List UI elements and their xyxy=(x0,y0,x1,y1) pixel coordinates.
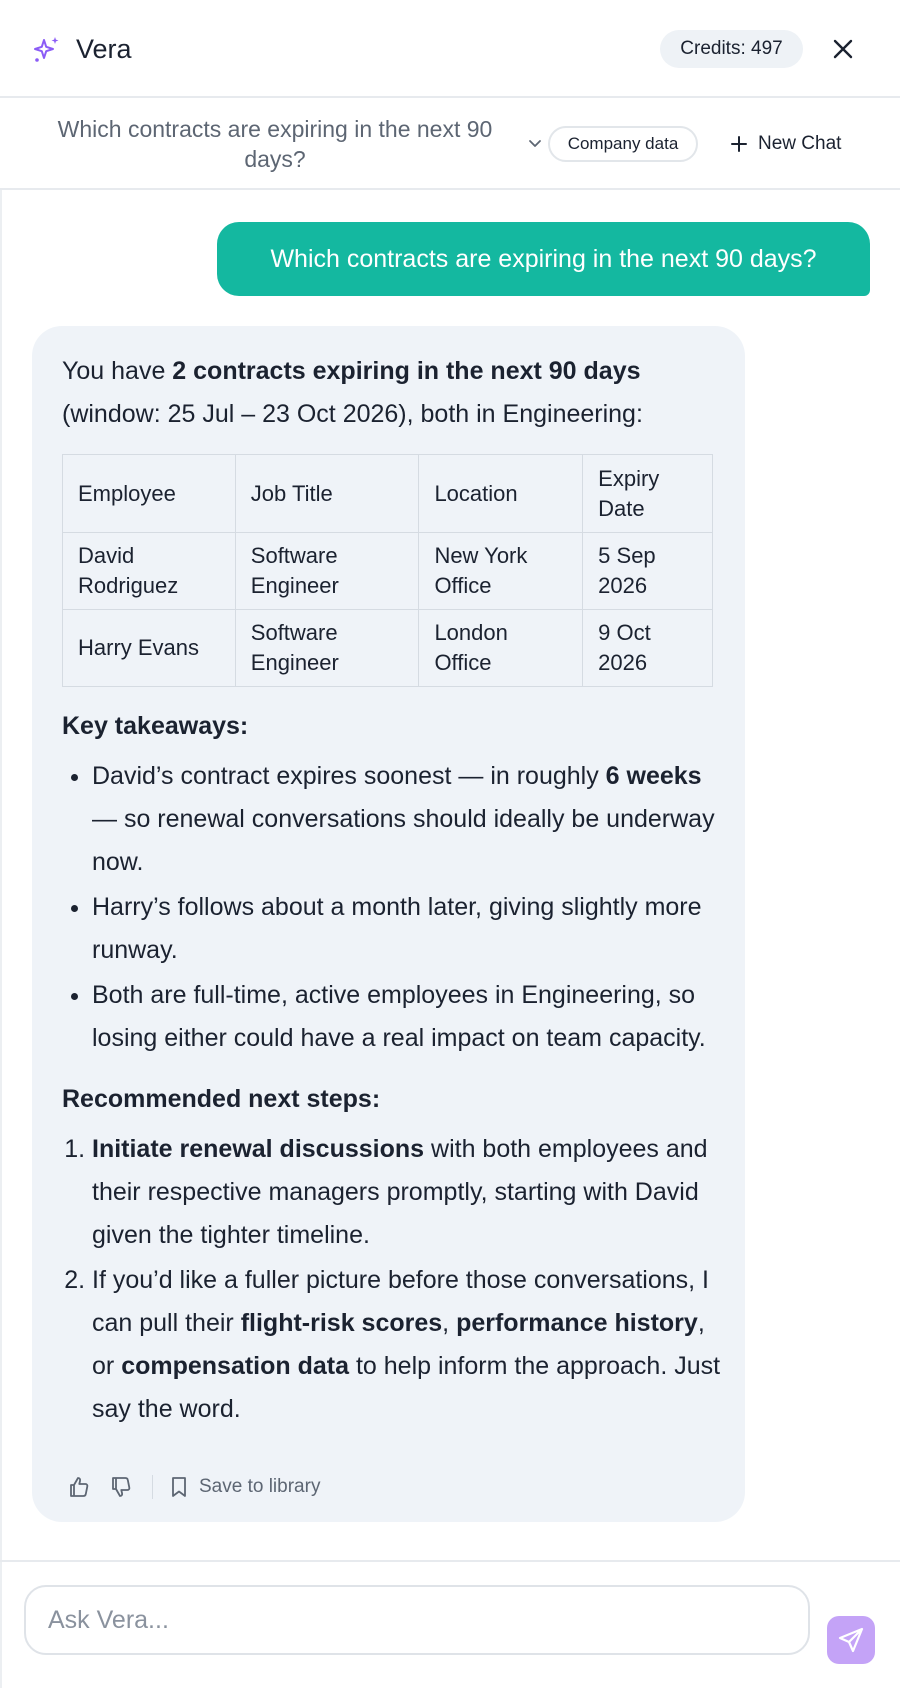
step-text: If you’d like a fuller picture before those conversations, I can pull their xyxy=(92,1266,709,1337)
table-cell: Software Engineer xyxy=(235,610,419,687)
table-cell: New York Office xyxy=(419,533,583,610)
takeaways-list xyxy=(62,755,722,1060)
step-bold: compensation data xyxy=(121,1352,350,1380)
column-header: Employee xyxy=(63,455,236,533)
step-bold: flight-risk scores xyxy=(240,1309,443,1337)
save-to-library-button[interactable] xyxy=(169,1476,320,1498)
takeaway-bold: 6 weeks xyxy=(605,762,702,790)
save-to-library-label: Save to library xyxy=(199,1476,321,1497)
takeaway-text-end: — so renewal conversations should ideally be underway now. xyxy=(92,805,715,876)
brand xyxy=(32,34,132,65)
column-header: Location xyxy=(419,455,583,533)
new-chat-button[interactable] xyxy=(730,126,841,162)
actions-divider xyxy=(152,1475,153,1499)
next-steps-list xyxy=(62,1128,722,1431)
send-icon xyxy=(837,1626,865,1654)
takeaways-heading: Key takeaways: xyxy=(62,712,249,740)
plus-icon xyxy=(730,135,748,153)
message-actions xyxy=(64,1472,320,1502)
takeaway-text: David’s contract expires soonest — in roughly xyxy=(92,762,606,790)
table-cell: Software Engineer xyxy=(235,533,419,610)
list-item xyxy=(92,1259,722,1431)
step-text: , xyxy=(442,1309,457,1337)
data-source-chip[interactable]: Company data xyxy=(548,126,698,162)
intro-text: You have xyxy=(62,357,173,385)
step-bold: Initiate renewal discussions xyxy=(92,1135,425,1163)
list-item xyxy=(92,1128,722,1257)
assistant-intro xyxy=(62,350,702,436)
table-row xyxy=(63,533,713,610)
list-item: • Harry’s follows about a month later, giving slightly more runway. xyxy=(92,886,722,972)
send-button[interactable] xyxy=(827,1616,875,1664)
composer-divider xyxy=(0,1560,900,1562)
thumbs-up-icon xyxy=(67,1475,91,1499)
table-header-row xyxy=(63,455,713,533)
window-edge xyxy=(0,0,2,1688)
sparkles-icon xyxy=(32,35,62,65)
step-bold: performance history xyxy=(456,1309,698,1337)
bookmark-icon xyxy=(169,1476,189,1498)
step-text: to help inform the approach. Just say the word. xyxy=(92,1352,721,1423)
conversation-title[interactable]: Which contracts are expiring in the next 90 days? xyxy=(57,116,493,172)
step-text: , or xyxy=(92,1309,705,1380)
table-cell: 9 Oct 2026 xyxy=(583,610,713,687)
column-header: Job Title xyxy=(235,455,419,533)
conversation-bar xyxy=(0,98,900,190)
thumbs-down-button[interactable] xyxy=(106,1472,136,1502)
table-cell: London Office xyxy=(419,610,583,687)
credits-badge: Credits: 497 xyxy=(660,30,803,68)
step-text: with both employees and their respective managers promptly, starting with David given the tighter timeline. xyxy=(92,1135,708,1249)
thumbs-down-icon xyxy=(109,1475,133,1499)
assistant-message xyxy=(32,326,745,1522)
close-icon xyxy=(832,38,854,60)
close-button[interactable] xyxy=(824,30,862,68)
intro-bold: 2 contracts expiring in the next 90 days xyxy=(172,357,641,385)
new-chat-label: New Chat xyxy=(758,133,842,154)
table-cell: 5 Sep 2026 xyxy=(583,533,713,610)
intro-text-end: (window: 25 Jul – 23 Oct 2026), both in Engineering: xyxy=(62,400,643,428)
chat-header xyxy=(0,0,900,98)
thumbs-up-button[interactable] xyxy=(64,1472,94,1502)
app-name: Vera xyxy=(76,34,132,64)
table-cell: Harry Evans xyxy=(63,610,236,687)
next-steps-heading: Recommended next steps: xyxy=(62,1085,381,1113)
column-header: Expiry Date xyxy=(583,455,713,533)
list-item: • Both are full-time, active employees in Engineering, so losing either could have a real impact on team capacity. xyxy=(92,974,722,1060)
user-message: Which contracts are expiring in the next 90 days? xyxy=(217,222,870,296)
contracts-table xyxy=(62,454,713,687)
table-cell: David Rodriguez xyxy=(63,533,236,610)
ask-input[interactable] xyxy=(24,1585,810,1655)
chevron-down-icon[interactable] xyxy=(526,134,544,152)
table-row xyxy=(63,610,713,687)
list-item xyxy=(92,755,722,884)
